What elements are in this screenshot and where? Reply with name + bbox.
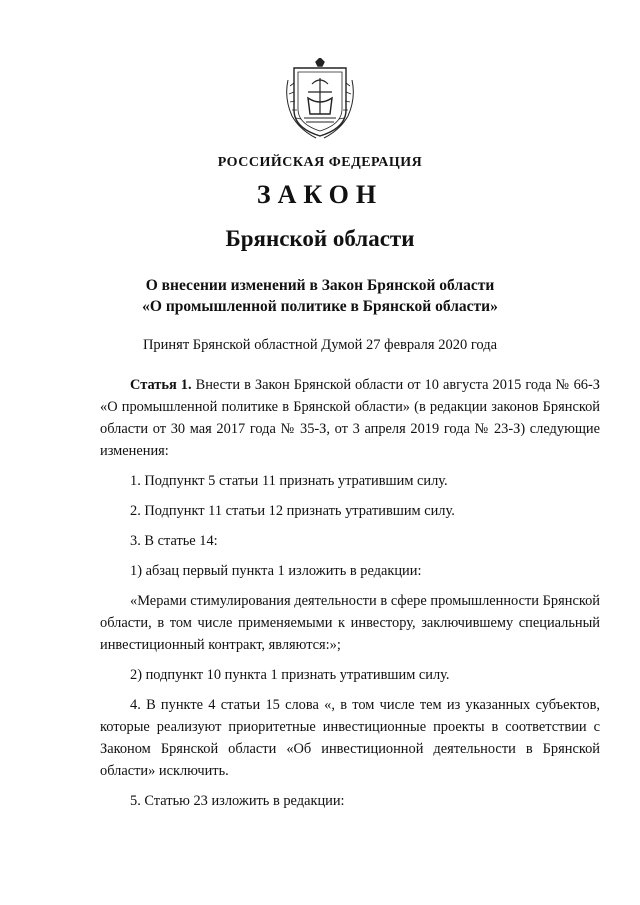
region-heading: Брянской области xyxy=(225,226,415,251)
adoption-date: Принят Брянской областной Думой 27 февраля 2020 года xyxy=(142,337,498,353)
law-body xyxy=(100,374,600,820)
country-heading: РОССИЙСКАЯ ФЕДЕРАЦИЯ xyxy=(217,155,423,170)
paragraph-1: 1. Подпункт 5 статьи 11 признать утратившим силу. xyxy=(130,473,448,489)
paragraph-3: 3. В статье 14: xyxy=(130,533,218,549)
document-type-heading: ЗАКОН xyxy=(256,180,384,209)
law-title-line-2: «О промышленной политике в Брянской области» xyxy=(142,298,498,315)
paragraph-8: 5. Статью 23 изложить в редакции: xyxy=(130,793,345,809)
paragraph-7: 4. В пункте 4 статьи 15 слова «, в том числе тем из указанных субъектов, которые реализуют приоритетные инвестиционные проекты в соответствии с Законом Брянской области «Об инвестиционной деятельности в Брянской области» исключить. xyxy=(100,697,600,779)
paragraph-4: 1) абзац первый пункта 1 изложить в редакции: xyxy=(130,563,422,579)
paragraph-2: 2. Подпункт 11 статьи 12 признать утратившим силу. xyxy=(130,503,455,519)
article-text: Внести в Закон Брянской области от 10 августа 2015 года № 66-З «О промышленной политике в Брянской области» (в редакции законов Брянской области от 30 мая 2017 года № 35-З, от 3 апреля 2019 года № 23-З) следующие изменения: xyxy=(100,377,601,459)
article-label: Статья 1. xyxy=(130,377,192,393)
paragraph-5: «Мерами стимулирования деятельности в сфере промышленности Брянской области, в том числе применяемыми к инвестору, заключившему специальный инвестиционный контракт, являются:»; xyxy=(100,593,600,653)
paragraph-6: 2) подпункт 10 пункта 1 признать утратившим силу. xyxy=(130,667,450,683)
law-title-line-1: О внесении изменений в Закон Брянской области xyxy=(145,277,495,294)
coat-of-arms-icon xyxy=(286,58,354,140)
article-1-paragraph xyxy=(100,374,600,462)
